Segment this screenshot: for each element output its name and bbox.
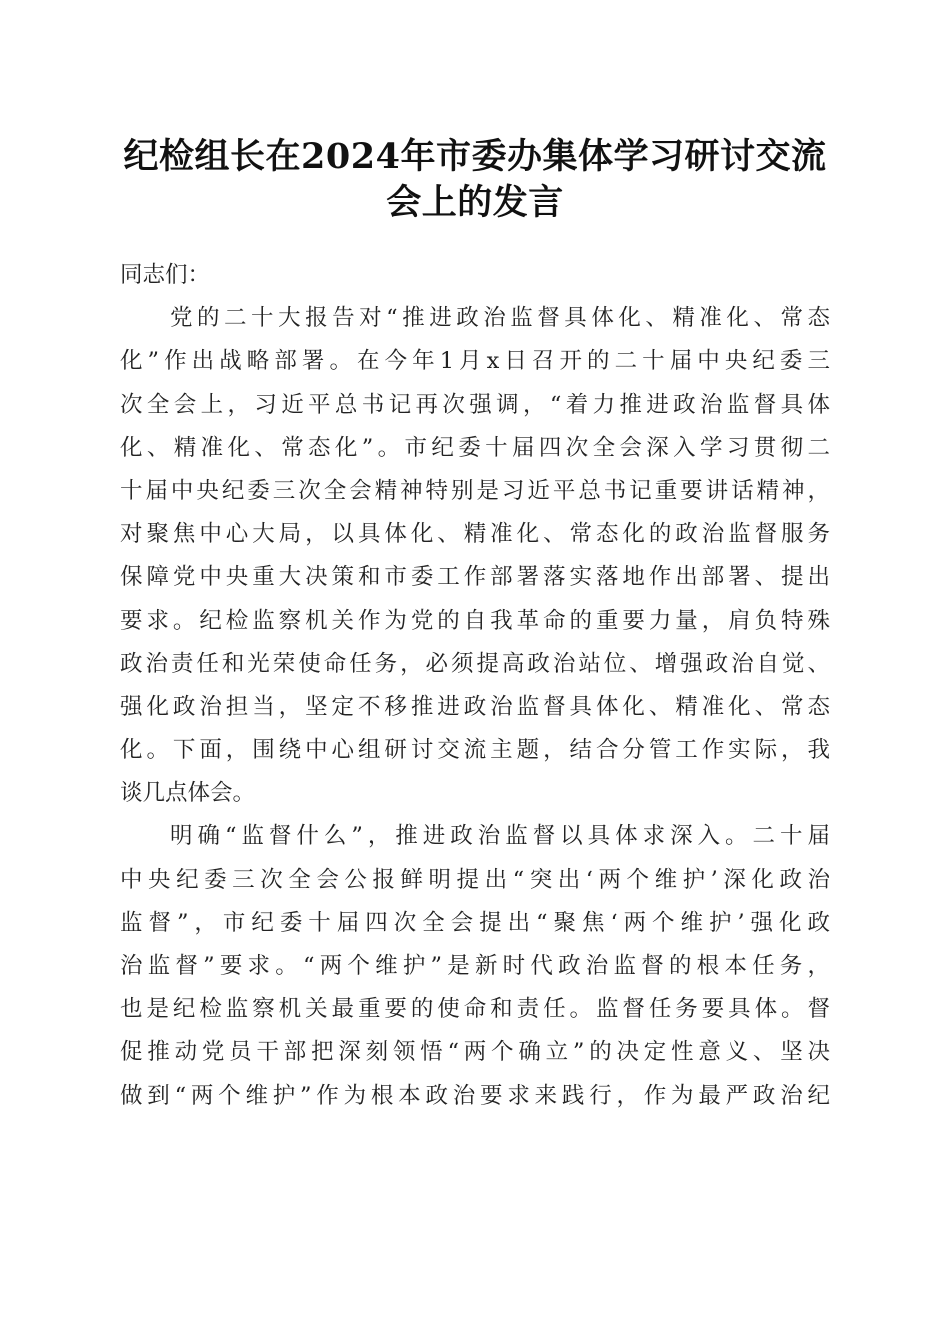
text-line: 也是纪检监察机关最重要的使命和责任。监督任务要具体。督 <box>120 996 830 1023</box>
text-line: 中央纪委三次全会公报鲜明提出“突出‘两个维护’深化政治 <box>120 866 830 893</box>
text-line: 促推动党员干部把深刻领悟“两个确立”的决定性意义、坚决 <box>120 1039 830 1066</box>
document-title <box>115 134 835 226</box>
paragraph-1 <box>120 297 830 815</box>
text-line: 化”作出战略部署。在今年1月x日召开的二十届中央纪委三 <box>120 348 830 375</box>
text-line: 强化政治担当，坚定不移推进政治监督具体化、精准化、常态 <box>120 693 830 720</box>
text-line: 次全会上，习近平总书记再次强调，“着力推进政治监督具体 <box>120 391 830 418</box>
document-body <box>120 254 830 1118</box>
text-line: 谈几点体会。 <box>120 780 256 807</box>
text-line: 化、精准化、常态化”。市纪委十届四次全会深入学习贯彻二 <box>120 434 830 461</box>
text-line: 对聚焦中心大局，以具体化、精准化、常态化的政治监督服务 <box>120 521 830 548</box>
text-line: 要求。纪检监察机关作为党的自我革命的重要力量，肩负特殊 <box>120 607 830 634</box>
text-line: 明确“监督什么”，推进政治监督以具体求深入。二十届 <box>170 823 830 850</box>
text-line: 监督”，市纪委十届四次全会提出“聚焦‘两个维护’强化政 <box>120 909 830 936</box>
text-line: 政治责任和光荣使命任务，必须提高政治站位、增强政治自觉、 <box>120 650 830 677</box>
text-line: 治监督”要求。“两个维护”是新时代政治监督的根本任务， <box>120 953 830 979</box>
text-line: 党的二十大报告对“推进政治监督具体化、精准化、常态 <box>170 305 830 332</box>
title-line: 会上的发言 <box>386 182 564 223</box>
text-line: 做到“两个维护”作为根本政治要求来践行，作为最严政治纪 <box>120 1082 830 1109</box>
title-line: 纪检组长在2024年市委办集体学习研讨交流 <box>123 136 827 177</box>
text-line: 十届中央纪委三次全会精神特别是习近平总书记重要讲话精神， <box>120 477 830 504</box>
salutation: 同志们： <box>120 262 211 288</box>
paragraph-2 <box>120 815 830 1117</box>
text-line: 化。下面，围绕中心组研讨交流主题，结合分管工作实际，我 <box>120 737 830 764</box>
text-line: 保障党中央重大决策和市委工作部署落实落地作出部署、提出 <box>120 564 830 591</box>
